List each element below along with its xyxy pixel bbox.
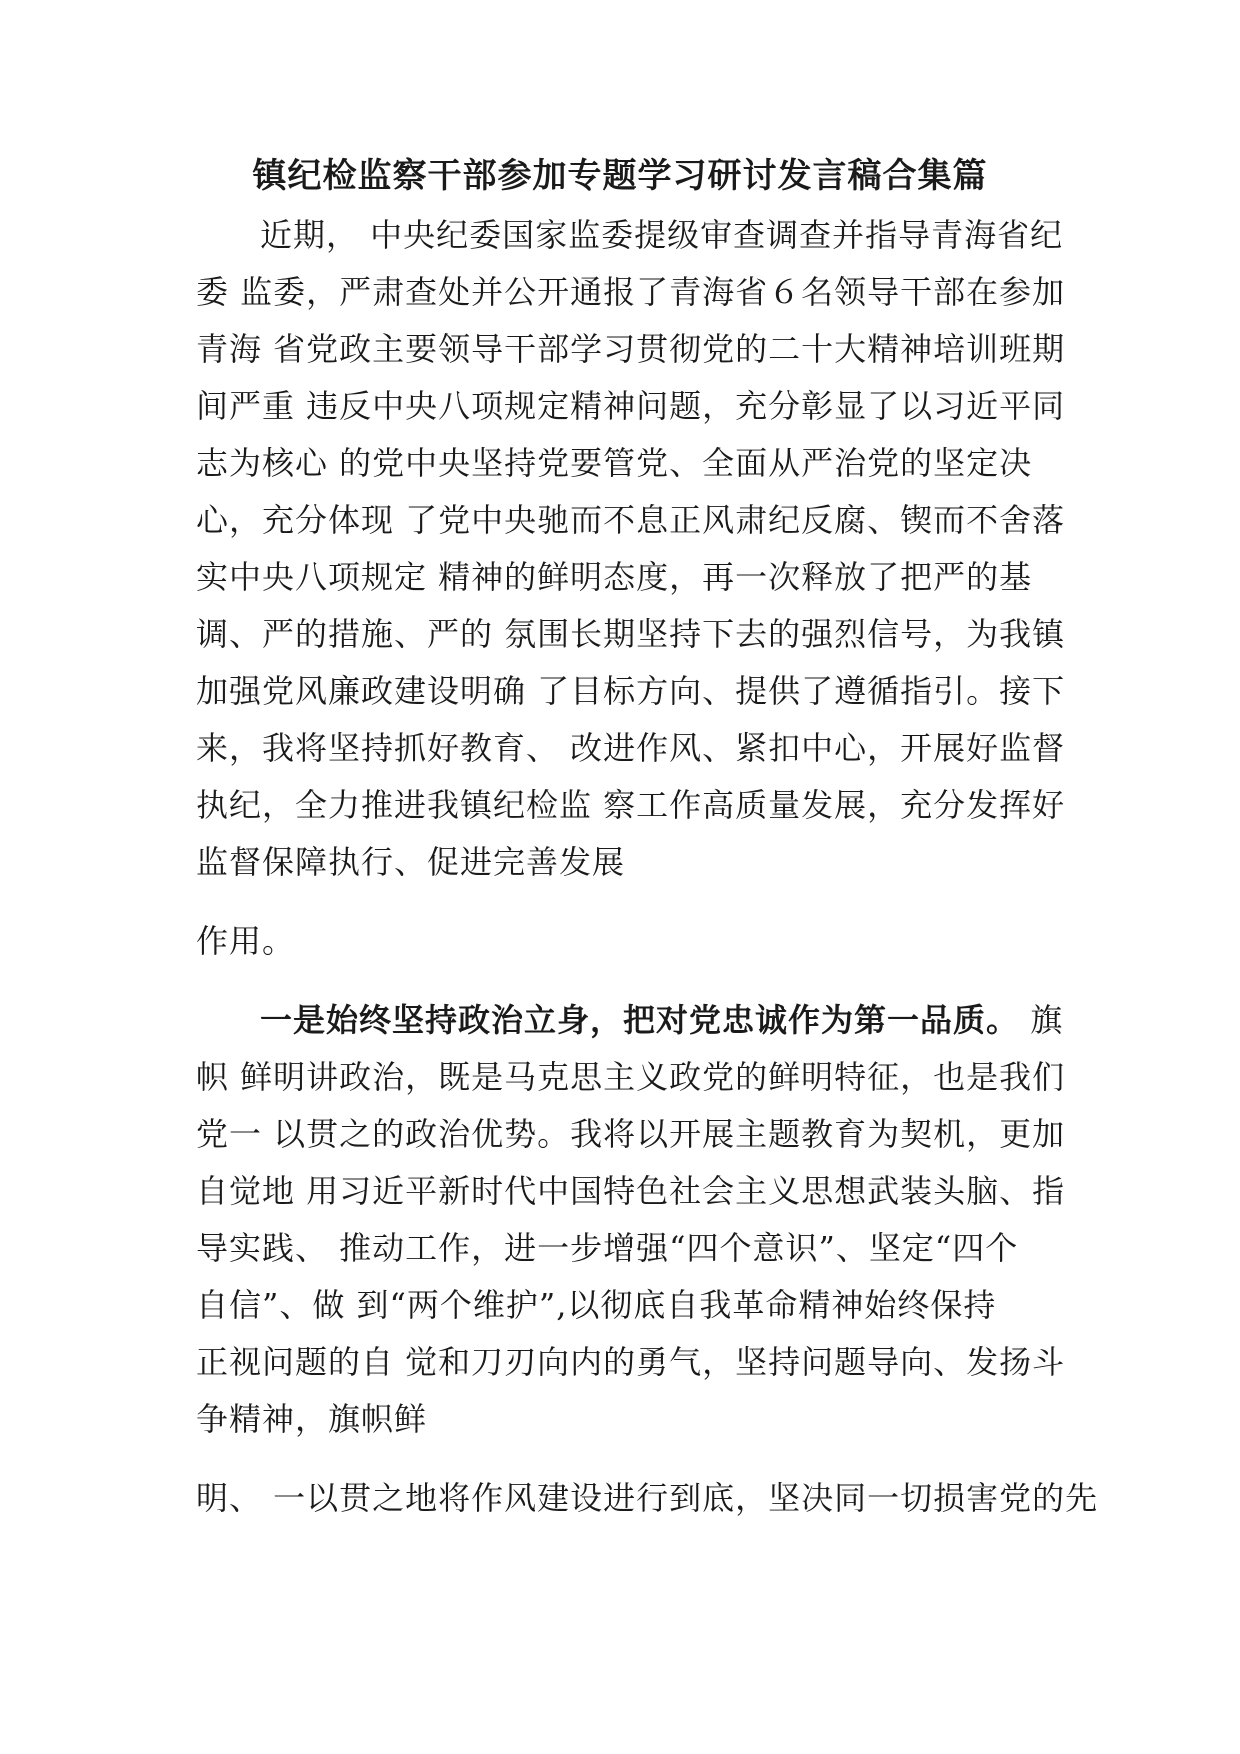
document-body — [196, 207, 1099, 1527]
text-line: 导实践、 推动工作，进一步增强“四个意识”、坚定“四个 — [196, 1229, 1019, 1267]
text-line: 自信”、做 到“两个维护”,以彻底自我革命精神始终保持 — [196, 1286, 997, 1324]
text-line: 党一 以贯之的政治优势。我将以开展主题教育为契机，更加 — [196, 1115, 1066, 1153]
document-title: 镇纪检监察干部参加专题学习研讨发言稿合集篇 — [252, 156, 988, 196]
text-line: 自觉地 用习近平新时代中国特色社会主义思想武装头脑、指 — [196, 1172, 1066, 1210]
text-line: 心，充分体现 了党中央驰而不息正风肃纪反腐、锲而不舍落 — [196, 501, 1066, 539]
text-line-heading — [196, 992, 1064, 1049]
text-line: 调、严的措施、严的 氛围长期坚持下去的强烈信号，为我镇 — [196, 615, 1066, 653]
heading-tail: 旗 — [1019, 1001, 1064, 1039]
text-line: 帜 鲜明讲政治，既是马克思主义政党的鲜明特征，也是我们 — [196, 1058, 1066, 1096]
text-line-trailing: 作用。 — [196, 922, 296, 960]
text-line-trailing: 明、 一以贯之地将作风建设进行到底，坚决同一切损害党的先 — [196, 1479, 1099, 1517]
text-line: 监督保障执行、促进完善发展 — [196, 843, 626, 881]
paragraph-heading: 一是始终坚持政治立身，把对党忠诚作为第一品质。 — [260, 1001, 1020, 1039]
paragraph-intro — [196, 207, 1066, 970]
text-line: 间严重 违反中央八项规定精神问题，充分彰显了以习近平同 — [196, 387, 1066, 425]
text-line: 争精神，旗帜鲜 — [196, 1400, 428, 1438]
paragraph-political — [196, 992, 1099, 1527]
text-line: 委 监委，严肃查处并公开通报了青海省６名领导干部在参加 — [196, 273, 1066, 311]
text-line: 近期， 中央纪委国家监委提级审查调查并指导青海省纪 — [260, 216, 1064, 254]
text-line: 青海 省党政主要领导干部学习贯彻党的二十大精神培训班期 — [196, 330, 1066, 368]
text-line: 加强党风廉政建设明确 了目标方向、提供了遵循指引。接下 — [196, 672, 1066, 710]
text-line: 实中央八项规定 精神的鲜明态度，再一次释放了把严的基 — [196, 558, 1033, 596]
text-line: 志为核心 的党中央坚持党要管党、全面从严治党的坚定决 — [196, 444, 1033, 482]
text-line: 执纪，全力推进我镇纪检监 察工作高质量发展，充分发挥好 — [196, 786, 1066, 824]
text-line: 正视问题的自 觉和刀刃向内的勇气，坚持问题导向、发扬斗 — [196, 1343, 1066, 1381]
text-line: 来，我将坚持抓好教育、 改进作风、紧扣中心，开展好监督 — [196, 729, 1066, 767]
